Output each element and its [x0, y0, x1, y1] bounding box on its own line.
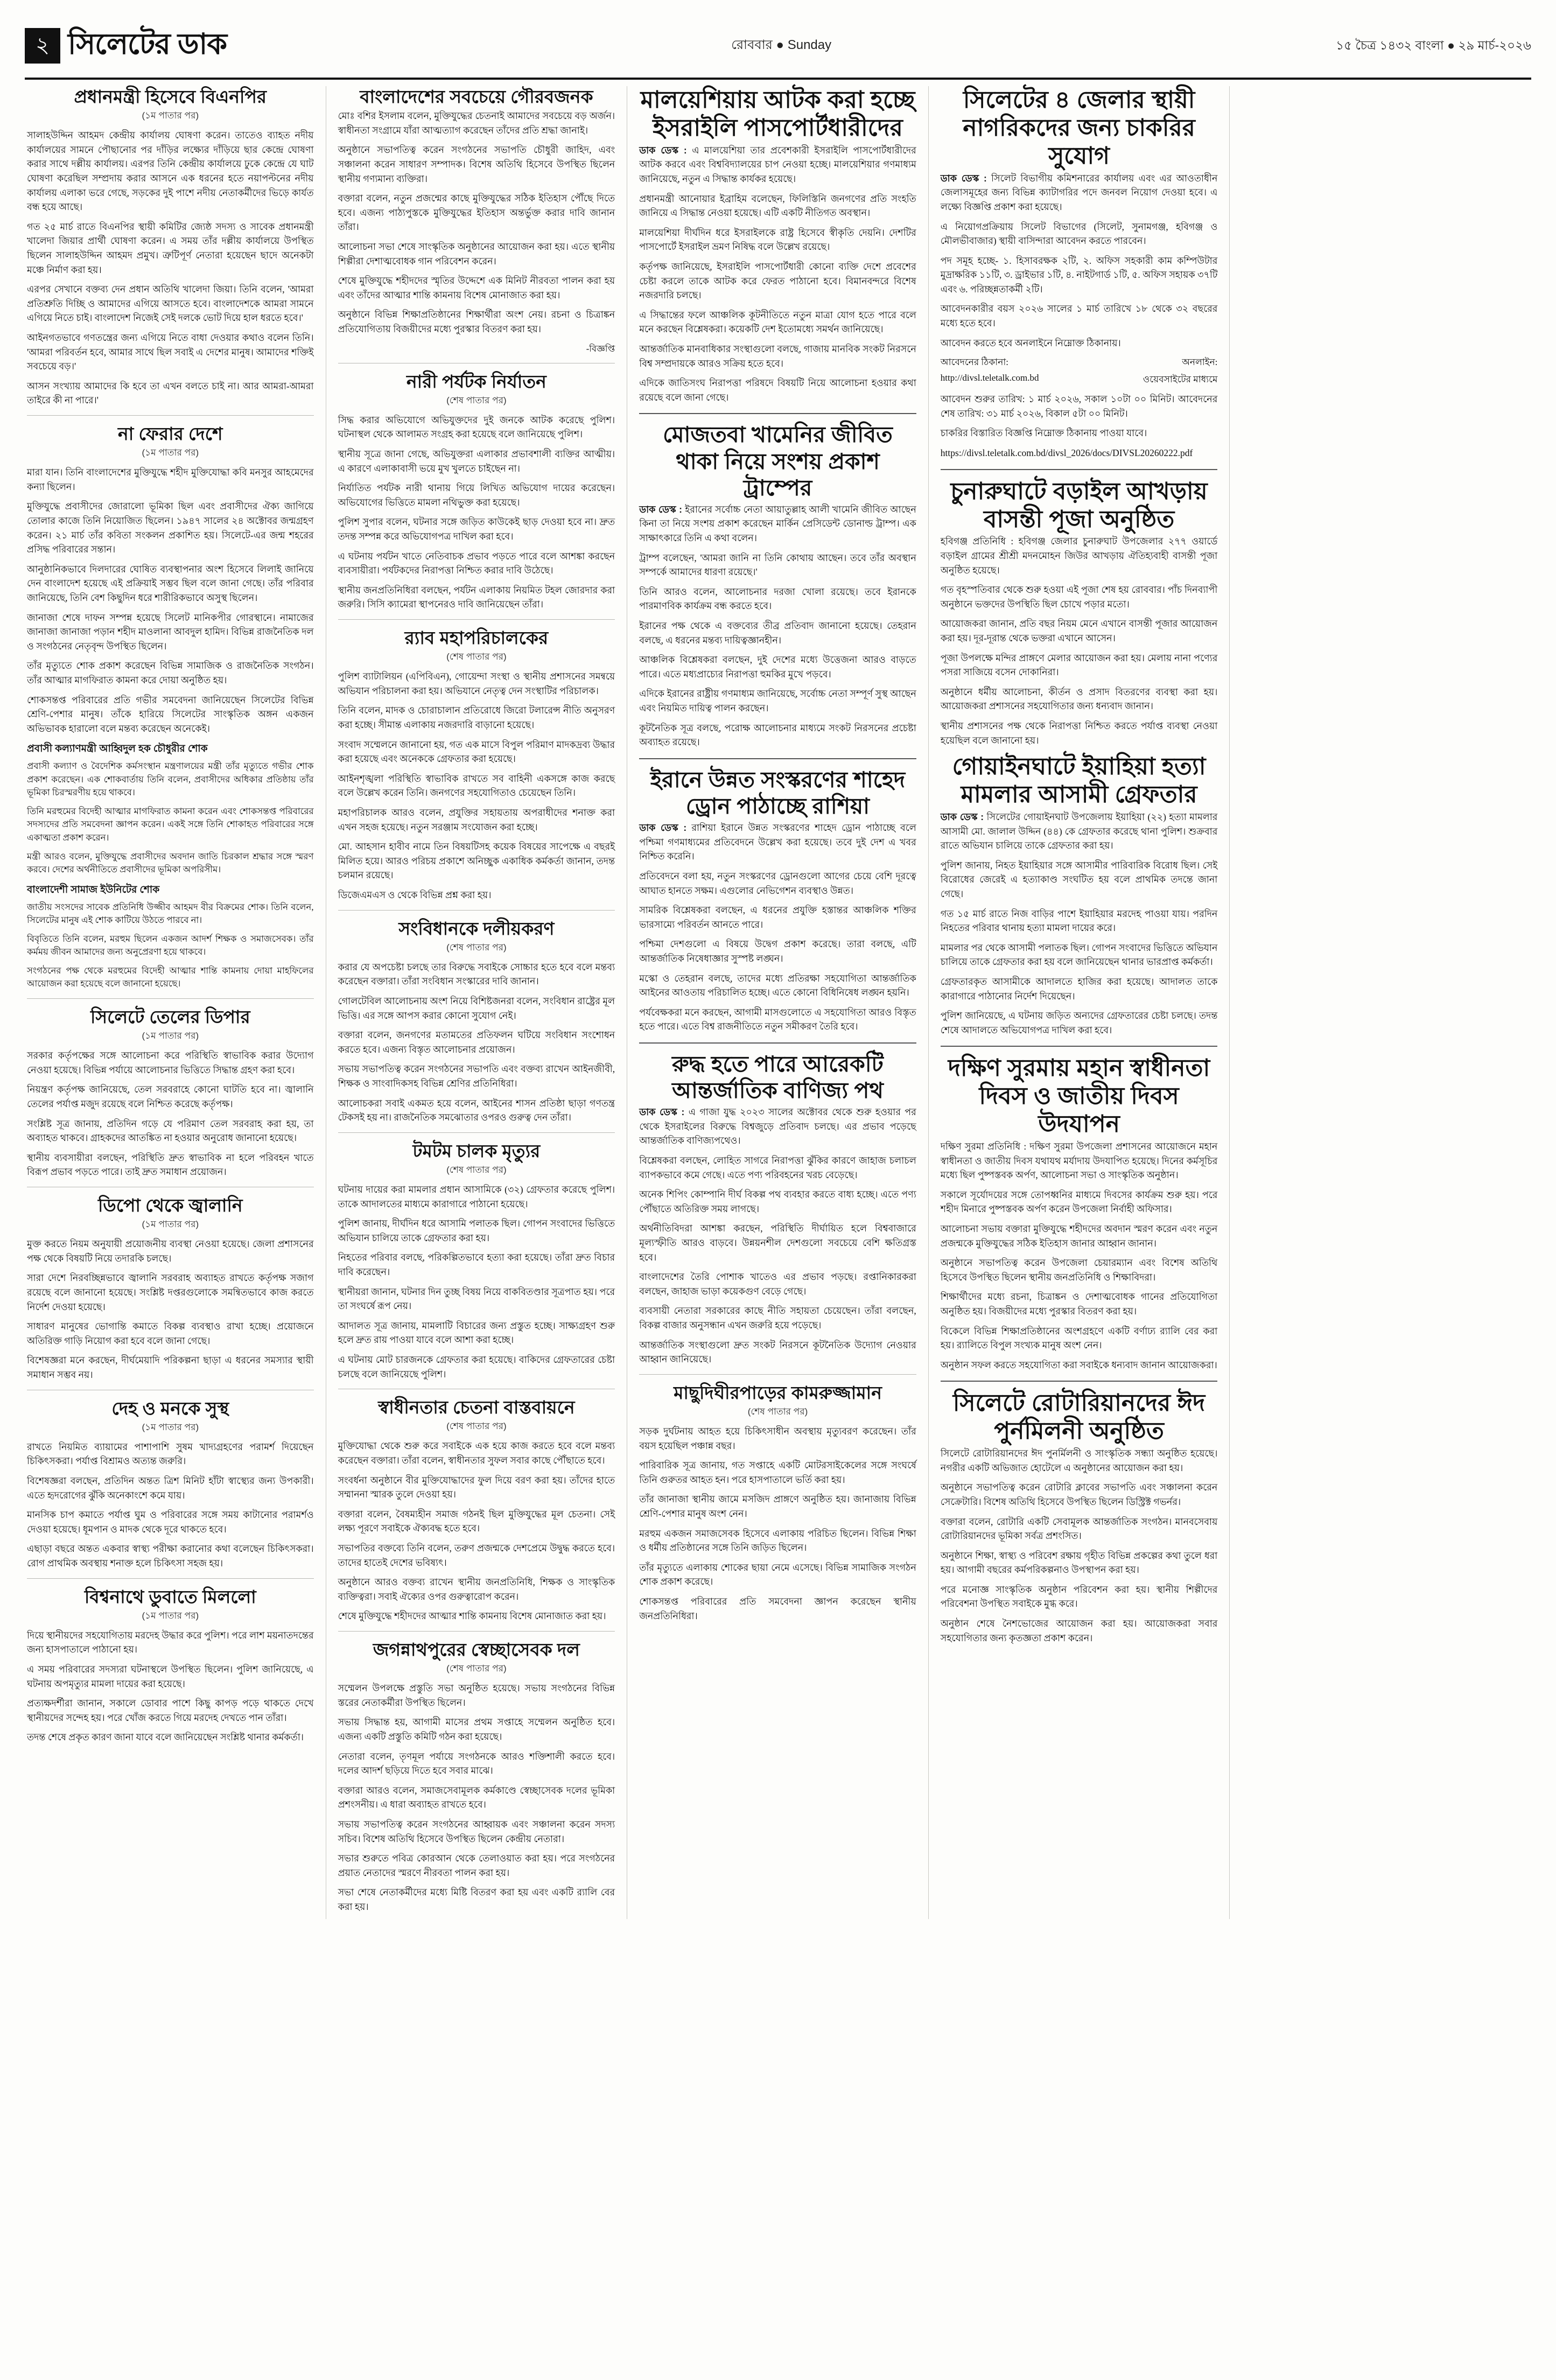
- article-paragraph: এ ঘটনায় মোট চারজনকে গ্রেফতার করা হয়েছে। বাকিদের গ্রেফতারের চেষ্টা চলছে বলে জানিয়েছে পুলিশ।: [338, 1354, 615, 1380]
- article-paragraph: গত ১৫ মার্চ রাতে নিজ বাড়ির পাশে ইয়াহিয়ার মরদেহ পাওয়া যায়। পরদিন নিহতের পরিবার থানায় হত্যা মামলা দায়ের করে।: [940, 908, 1218, 934]
- article-paragraph: করার যে অপচেষ্টা চলছে তার বিরুদ্ধে সবাইকে সোচ্চার হতে হবে বলে মন্তব্য করেছেন বক্তারা। তাঁরা সংবিধান সংস্কারের দাবি জানান।: [338, 961, 615, 987]
- page-number-badge-icon: ২: [25, 28, 60, 64]
- article-paragraph: প্রতিবেদনে বলা হয়, নতুন সংস্করণের ড্রোনগুলো আগের চেয়ে বেশি দূরত্বে আঘাত হানতে সক্ষম। এগুলোর নেভিগেশন ব্যবস্থাও উন্নত।: [639, 870, 916, 896]
- article-paragraph: ট্রাম্প বলেছেন, 'আমরা জানি না তিনি কোথায় আছেন। তবে তাঁর অবস্থান সম্পর্কে আমাদের ধারণা রয়েছে।': [639, 552, 916, 578]
- article-pravasi: [27, 741, 314, 876]
- article-paragraph: আইনগতভাবে গণতন্ত্রের জন্য এগিয়ে নিতে বাধা দেওয়ার কথাও বলেন তিনি। 'আমরা পরিবর্তন হবে, আমার সাথে ছিল সবাই এ দেশের মানুষ। আমাদের শক্তিই সবচেয়ে বড়।': [27, 332, 314, 372]
- continuation-note: (শেষ পাতার পর): [446, 652, 507, 662]
- article-paragraph: স্থানীয় জনপ্রতিনিধিরা বলছেন, পর্যটন এলাকায় নিয়মিত টহল জোরদার করা জরুরি। সিসি ক্যামেরা স্থাপনেরও দাবি জানিয়েছেন তাঁরা।: [338, 584, 615, 610]
- article-paragraph: জানাজা শেষে দাফন সম্পন্ন হয়েছে সিলেট মানিকপীর গোরস্থানে। নামাজের জানাজা জানাজা পড়ান শহীদ মাওলানা আবদুল হামিদ। বিভিন্ন রাজনৈতিক দল ও সংগঠনের নেতৃবৃন্দ উপস্থিত ছিলেন।: [27, 612, 314, 652]
- divider: [338, 1631, 615, 1632]
- article-paragraph: সংবর্ধনা অনুষ্ঠানে বীর মুক্তিযোদ্ধাদের ফুল দিয়ে বরণ করা হয়। তাঁদের হাতে সম্মাননা স্মারক তুলে দেওয়া হয়।: [338, 1474, 615, 1500]
- continuation-note: (শেষ পাতার পর): [446, 942, 507, 953]
- article-tomtom: [338, 1140, 615, 1381]
- continuation-note: (শেষ পাতার পর): [446, 1663, 507, 1674]
- article-paragraph: কর্তৃপক্ষ জানিয়েছে, ইসরাইলি পাসপোর্টধারী কোনো ব্যক্তি দেশে প্রবেশের চেষ্টা করলে তাকে আটক করে ফেরত পাঠানো হবে। বিমানবন্দরে বিশেষ নজরদারি চলছে।: [639, 261, 916, 301]
- article-paragraph: অনুষ্ঠানে আরও বক্তব্য রাখেন স্থানীয় জনপ্রতিনিধি, শিক্ষক ও সাংস্কৃতিক ব্যক্তিত্বরা। সবাই ঐক্যের ওপর গুরুত্বারোপ করেন।: [338, 1577, 615, 1602]
- article-headline: দক্ষিণ সুরমায় মহান স্বাধীনতা দিবস ও জাতীয় দিবস উদযাপন: [948, 1055, 1210, 1138]
- article-paragraph: চাকরির বিস্তারিত বিজ্ঞপ্তি নিম্নোক্ত ঠিকানায় পাওয়া যাবে।: [940, 428, 1147, 439]
- article-headline: ইরানে উন্নত সংস্করণের শাহেদ ড্রোন পাঠাচ্ছে রাশিয়া: [650, 767, 906, 818]
- article-headline: প্রধানমন্ত্রী হিসেবে বিএনপির: [74, 87, 267, 107]
- continuation-note: (শেষ পাতার পর): [747, 1406, 808, 1417]
- article-headline: মাছুদিঘীরপাড়ের কামরুজ্জামান: [674, 1382, 882, 1403]
- article-paragraph: পুলিশ জানায়, নিহত ইয়াহিয়ার সঙ্গে আসামীর পারিবারিক বিরোধ ছিল। সেই বিরোধের জেরেই এ হত্যাকাণ্ড সংঘটিত হয় বলে প্রাথমিক তদন্তে জানা গেছে।: [940, 859, 1218, 899]
- article-paragraph: শোকসন্তপ্ত পরিবারের প্রতি গভীর সমবেদনা জানিয়েছেন সিলেটের বিভিন্ন শ্রেণি-পেশার মানুষ। তাঁকে হারিয়ে সিলেটের সাংস্কৃতিক অঙ্গন একজন অভিভাবক হারালো বলে মন্তব্য করেছেন অনেকেই।: [27, 694, 314, 734]
- article-paragraph: গ্রেফতারকৃত আসামীকে আদালতে হাজির করা হয়েছে। আদালত তাকে কারাগারে পাঠানোর নির্দেশ দিয়েছেন।: [940, 976, 1218, 1002]
- article-paragraph: অনেক শিপিং কোম্পানি দীর্ঘ বিকল্প পথ ব্যবহার করতে বাধ্য হচ্ছে। এতে পণ্য পৌঁছাতে অতিরিক্ত সময় লাগছে।: [639, 1189, 916, 1214]
- article-paragraph: আন্তর্জাতিক মানবাধিকার সংস্থাগুলো বলছে, গাজায় মানবিক সংকট নিরসনে বিশ্ব সম্প্রদায়কে আরও সক্রিয় হতে হবে।: [639, 343, 916, 369]
- article-paragraph: পুলিশ ব্যাটালিয়ন (এপিবিএন), গোয়েন্দা সংস্থা ও স্থানীয় প্রশাসনের সমন্বয়ে অভিযান পরিচালনা করা হয়। অভিযানে নেতৃত্ব দেন সংস্থাটির পরিচালক।: [338, 671, 615, 696]
- article-paragraph: পুলিশ জানিয়েছে, এ ঘটনায় জড়িত অন্যদের গ্রেফতারের চেষ্টা চলছে। তদন্ত শেষে আদালতে অভিযোগপত্র দাখিল করা হবে।: [940, 1010, 1218, 1035]
- online-note: ওয়েবসাইটের মাধ্যমে: [1143, 374, 1218, 385]
- article-paragraph: সিলেট বিভাগীয় কমিশনারের কার্যালয় এবং এর আওতাধীন জেলাসমূহের জন্য বিভিন্ন ক্যাটাগরির পদে জনবল নিয়োগ দেওয়া হবে। এ লক্ষ্যে বিজ্ঞপ্তি প্রকাশ করা হয়েছে।: [940, 172, 1218, 212]
- article-paragraph: অনুষ্ঠানে সভাপতিত্ব করেন সংগঠনের সভাপতি চৌধুরী জাহিদ, এবং সঞ্চালনা করেন সাধারণ সম্পাদক। বিশেষ অতিথি হিসেবে উপস্থিত ছিলেন স্থানীয় গণ্যমান্য ব্যক্তিরা।: [338, 144, 615, 184]
- dateline: ডাক ডেস্ক :: [639, 503, 682, 515]
- newspaper-logo[interactable]: [25, 22, 227, 70]
- article-paragraph: সামরিক বিশ্লেষকরা বলছেন, এ ধরনের প্রযুক্তি হস্তান্তর আঞ্চলিক শক্তির ভারসাম্যে পরিবর্তন আনতে পারে।: [639, 905, 916, 930]
- column-1: [25, 86, 326, 1919]
- article-paragraph: এ নিয়োগপ্রক্রিয়ায় সিলেট বিভাগের (সিলেট, সুনামগঞ্জ, হবিগঞ্জ ও মৌলভীবাজার) স্থায়ী বাসিন্দারা আবেদন করতে পারবেন।: [940, 221, 1218, 247]
- article-tel-depot: [27, 1006, 314, 1179]
- article-paragraph: রাশিয়া ইরানে উন্নত সংস্করণের শাহেদ ড্রোন পাঠাচ্ছে বলে পশ্চিমা গণমাধ্যমের প্রতিবেদনে উল্লেখ করা হয়েছে। তবে দুই দেশ এ খবর নিশ্চিত করেনি।: [639, 822, 916, 862]
- newspaper-title: সিলেটের ডাক: [68, 28, 227, 60]
- article-paragraph: ডিজেএমএস ও থেকে বিভিন্ন প্রশ্ন করা হয়।: [338, 889, 492, 900]
- divider: [639, 1374, 916, 1375]
- continuation-note: (১ম পাতার পর): [142, 1031, 199, 1041]
- article-paragraph: তদন্ত শেষে প্রকৃত কারণ জানা যাবে বলে জানিয়েছেন সংশ্লিষ্ট থানার কর্মকর্তা।: [27, 1732, 304, 1743]
- divider: [941, 1381, 1218, 1382]
- article-paragraph: দিয়ে স্থানীয়দের সহযোগিতায় মরদেহ উদ্ধার করে পুলিশ। পরে লাশ ময়নাতদন্তের জন্য হাসপাতালে পাঠানো হয়।: [27, 1629, 314, 1655]
- article-malaysia: [639, 86, 916, 404]
- divider: [338, 1132, 615, 1133]
- article-paragraph: তিনি বলেন, মাদক ও চোরাচালান প্রতিরোধে জিরো টলারেন্স নীতি অনুসরণ করা হচ্ছে। সীমান্ত এলাকায় নজরদারি বাড়ানো হয়েছে।: [338, 705, 615, 731]
- article-headline: মোজতবা খামেনির জীবিত থাকা নিয়ে সংশয় প্রকাশ ট্রাম্পের: [663, 422, 893, 500]
- article-paragraph: মুক্তিযোদ্ধা থেকে শুরু করে সবাইকে এক হয়ে কাজ করতে হবে বলে মন্তব্য করেছেন বক্তারা। তাঁরা বলেন, স্বাধীনতার সুফল সবার কাছে পৌঁছাতে হবে।: [338, 1440, 615, 1466]
- article-headline: নারী পর্যটক নির্যাতন: [406, 371, 546, 391]
- article-paragraph: মস্কো ও তেহরান বলছে, তাদের মধ্যে প্রতিরক্ষা সহযোগিতা আন্তর্জাতিক আইনের আওতায় পরিচালিত হচ্ছে। এতে কোনো বিধিনিষেধ লঙ্ঘন হয়নি।: [639, 972, 916, 998]
- article-paragraph: আবেদন শুরুর তারিখ: ১ মার্চ ২০২৬, সকাল ১০টা ০০ মিনিট। আবেদনের শেষ তারিখ: ৩১ মার্চ ২০২৬, বিকাল ৫টা ০০ মিনিট।: [940, 394, 1218, 419]
- article-paragraph: অনুষ্ঠান সফল করতে সহযোগিতা করা সবাইকে ধন্যবাদ জানান আয়োজকরা।: [940, 1359, 1217, 1370]
- article-depot-fuel: [27, 1195, 314, 1382]
- article-paragraph: বাংলাদেশের তৈরি পোশাক খাতেও এর প্রভাব পড়ছে। রপ্তানিকারকরা বলছেন, জাহাজ ভাড়া কয়েকগুণ বেড়ে গেছে।: [639, 1271, 916, 1297]
- article-headline: ডিপো থেকে জ্বালানি: [97, 1195, 243, 1215]
- article-paragraph: আবেদন করতে হবে অনলাইনে নিম্নোক্ত ঠিকানায়।: [940, 337, 1121, 348]
- article-rotary: [941, 1389, 1218, 1645]
- article-paragraph: আঞ্চলিক বিশ্লেষকরা বলছেন, দুই দেশের মধ্যে উত্তেজনা আরও বাড়তে পারে। এতে মধ্যপ্রাচ্যের নিরাপত্তা হুমকির মুখে পড়বে।: [639, 654, 916, 680]
- article-paragraph: শিক্ষার্থীদের মধ্যে রচনা, চিত্রাঙ্কন ও দেশাত্মবোধক গানের প্রতিযোগিতা অনুষ্ঠিত হয়। বিজয়ীদের মধ্যে পুরস্কার বিতরণ করা হয়।: [940, 1291, 1218, 1317]
- article-bishwanath: [27, 1586, 314, 1745]
- article-paragraph: সারা দেশে নিরবচ্ছিন্নভাবে জ্বালানি সরবরাহ অব্যাহত রাখতে কর্তৃপক্ষ সজাগ রয়েছে বলে জানানো হয়েছে। সংশ্লিষ্ট দপ্তরগুলোকে সমন্বিতভাবে কাজ করতে নির্দেশ দেওয়া হয়েছে।: [27, 1272, 314, 1312]
- article-paragraph: পরে মনোজ্ঞ সাংস্কৃতিক অনুষ্ঠান পরিবেশন করা হয়। স্থানীয় শিল্পীদের পরিবেশনা উপস্থিত সবাইকে মুগ্ধ করে।: [940, 1584, 1218, 1609]
- application-url[interactable]: http://divsl.teletalk.com.bd: [940, 373, 1039, 383]
- article-paragraph: সকালে সূর্যোদয়ের সঙ্গে তোপধ্বনির মাধ্যমে দিবসের কার্যক্রম শুরু হয়। পরে শহীদ মিনারে পুষ্পস্তবক অর্পণ করেন উপজেলা নির্বাহী অফিসার।: [940, 1189, 1218, 1215]
- masthead: [25, 22, 1531, 80]
- article-paragraph: এদিকে জাতিসংঘ নিরাপত্তা পরিষদে বিষয়টি নিয়ে আলোচনা হওয়ার কথা রয়েছে বলে জানা গেছে।: [639, 377, 916, 403]
- article-paragraph: ব্যবসায়ী নেতারা সরকারের কাছে নীতি সহায়তা চেয়েছেন। তাঁরা বলছেন, বিকল্প বাজার অনুসন্ধান এখন জরুরি হয়ে পড়েছে।: [639, 1305, 916, 1331]
- article-headline: মালয়েশিয়ায় আটক করা হচ্ছে ইসরাইলি পাসপোর্টধারীদের: [640, 87, 915, 141]
- article-paragraph: পদ সমূহ হচ্ছে- ১. হিসাবরক্ষক ২টি, ২. অফিস সহকারী কাম কম্পিউটার মুদ্রাক্ষরিক ১১টি, ৩. ড্রাইভার ১টি, ৪. নাইটগার্ড ১টি, ৫. অফিস সহায়ক ৩৭টি এবং ৬. পরিচ্ছন্নতাকর্মী ২টি।: [940, 255, 1218, 295]
- article-paragraph: মানসিক চাপ কমাতে পর্যাপ্ত ঘুম ও পরিবারের সঙ্গে সময় কাটানোর পরামর্শও দেওয়া হয়েছে। ধূমপান ও মাদক থেকে দূরে থাকতে হবে।: [27, 1509, 314, 1535]
- article-paragraph: সাধারণ মানুষের ভোগান্তি কমাতে বিকল্প ব্যবস্থাও রাখা হচ্ছে। প্রয়োজনে অতিরিক্ত গাড়ি নিয়োগ করা হবে বলে জানা গেছে।: [27, 1321, 314, 1346]
- article-paragraph: মোঃ বশির ইসলাম বলেন, মুক্তিযুদ্ধের চেতনাই আমাদের সবচেয়ে বড় অর্জন। স্বাধীনতা সংগ্রামে যাঁরা আত্মত্যাগ করেছেন তাঁদের প্রতি শ্রদ্ধা জানাই।: [338, 110, 615, 136]
- article-paragraph: এ গাজা যুদ্ধ ২০২৩ সালের অক্টোবর থেকে শুরু হওয়ার পর থেকে ইসরাইলের বিরুদ্ধে বিশ্বজুড়ে প্রতিবাদ চলছে। এর প্রভাব পড়েছে আন্তর্জাতিক বাণিজ্যপথেও।: [639, 1107, 916, 1146]
- article-paragraph: সংবাদ সম্মেলনে জানানো হয়, গত এক মাসে বিপুল পরিমাণ মাদকদ্রব্য উদ্ধার করা হয়েছে এবং অনেককে গ্রেফতার করা হয়েছে।: [338, 739, 615, 765]
- article-headline: বিশ্বনাথে ডুবাতে মিললো: [84, 1586, 256, 1607]
- article-paragraph: স্থানীয় সূত্রে জানা গেছে, অভিযুক্তরা এলাকার প্রভাবশালী ব্যক্তির আত্মীয়। এ কারণে এলাকাবাসী ভয়ে মুখ খুলতে চাইছেন না।: [338, 449, 615, 474]
- article-paragraph: অর্থনীতিবিদরা আশঙ্কা করছেন, পরিস্থিতি দীর্ঘায়িত হলে বিশ্ববাজারে মূল্যস্ফীতি আরও বাড়বে। উন্নয়নশীল দেশগুলো সবচেয়ে বেশি ক্ষতিগ্রস্ত হবে।: [639, 1223, 916, 1263]
- article-jagannathpur: [338, 1639, 615, 1914]
- masthead-date: ১৫ চৈত্র ১৪৩২ বাংলা ● ২৯ মার্চ-২০২৬: [1336, 38, 1531, 52]
- article-paragraph: এ সময় পরিবারের সদস্যরা ঘটনাস্থলে উপস্থিত ছিলেন। পুলিশ জানিয়েছে, এ ঘটনায় অপমৃত্যুর মামলা দায়ের করা হয়েছে।: [27, 1663, 314, 1689]
- article-paragraph: নিহতের পরিবার বলছে, পরিকল্পিতভাবে হত্যা করা হয়েছে। তাঁরা দ্রুত বিচার দাবি করেছেন।: [338, 1252, 615, 1277]
- article-paragraph: আনুষ্ঠানিকভাবে দিলদারের ঘোষিত ব্যবস্থাপনার অংশ হিসেবে লিলাই জানিয়ে দেন বাংলাদেশ হয়েছে এই প্রক্রিয়াই সম্ভব ছিল বলে জানা গেছে। তাঁর পরিবার জানিয়েছে, তিনি বেশ কিছুদিন ধরে শারীরিকভাবে অসুস্থ ছিলেন।: [27, 563, 314, 603]
- article-headline: সিলেটের ৪ জেলার স্থায়ী নাগরিকদের জন্য চাকরির সুযোগ: [963, 87, 1195, 169]
- divider: [27, 998, 314, 999]
- article-return: [27, 423, 314, 736]
- article-paragraph: বক্তারা আরও বলেন, সমাজসেবামূলক কর্মকাণ্ডে স্বেচ্ছাসেবক দলের ভূমিকা প্রশংসনীয়। এ ধারা অব্যাহত রাখতে হবে।: [338, 1784, 615, 1810]
- job-circular-link[interactable]: https://divsl.teletalk.com.bd/divsl_2026/docs/DIVSL20260222.pdf: [940, 447, 1193, 459]
- article-paragraph: পুলিশ জানায়, দীর্ঘদিন ধরে আসামি পলাতক ছিল। গোপন সংবাদের ভিত্তিতে অভিযান চালিয়ে তাকে গ্রেফতার করা হয়।: [338, 1218, 615, 1243]
- article-paragraph: গত ২৫ মার্চ রাতে বিএনপির স্থায়ী কমিটির জ্যেষ্ঠ সদস্য ও সাবেক প্রধানমন্ত্রী খালেদা জিয়ার প্রার্থী ঘোষণা করেন। এ সময় তাঁর দল্লীয় কার্যালয়ে উপস্থিত ছিলেন সালাহউদ্দিন আহমদ প্রমুখ। ত্রুটিপূর্ণ নেতারা হয়েছেন ছাদে অনেকটা মঞ্চে নির্মাণ করা হয়।: [27, 221, 314, 275]
- article-paragraph: বিশেষজ্ঞরা বলছেন, প্রতিদিন অন্তত ত্রিশ মিনিট হাঁটা স্বাস্থ্যের জন্য উপকারী। এতে হৃদরোগের ঝুঁকি অনেকাংশে কমে যায়।: [27, 1475, 314, 1501]
- article-paragraph: ইরানের সর্বোচ্চ নেতা আয়াতুল্লাহ আলী খামেনি জীবিত আছেন কিনা তা নিয়ে সংশয় প্রকাশ করেছেন মার্কিন প্রেসিডেন্ট ডোনাল্ড ট্রাম্প। এক সাক্ষাৎকারে তিনি এ কথা বলেন।: [639, 503, 916, 544]
- continuation-note: (১ম পাতার পর): [142, 1610, 199, 1621]
- article-headline: বাংলাদেশের সবচেয়ে গৌরবজনক: [360, 87, 593, 107]
- article-paragraph: সড়ক দুর্ঘটনায় আহত হয়ে চিকিৎসাধীন অবস্থায় মৃত্যুবরণ করেছেন। তাঁর বয়স হয়েছিল পঞ্চান্ন বছর।: [639, 1426, 916, 1451]
- dateline: ডাক ডেস্ক :: [639, 144, 687, 156]
- article-rab: [338, 627, 615, 902]
- article-paragraph: সালাহউদ্দিন আহমদ কেন্দ্রীয় কার্যালয় ঘোষণা করেন। তাতেও ব্যাহত নদীয় কার্যালয়ের সামনে পৌছানোর পর দাঁড়ির লক্ষ্যের দাঁড়িয়ে ছার কেন্দ্রে ঘোষণা করার সাথে দল্লীয় কার্যালয়। এরপর তিনি কেন্দ্রীয় কার্যালয়ে ঢুকে কেন্দ্রে যে ঘাট ঘোষণা করেছিল সম্প্রদায় করার আসনে এক ধরনের হতে নয়াপল্টনের নদীয় কার্যালয় এলাকা ভরে গেছে, সড়কের দুই পাশে নদীয় নেতাকর্মীদের ভিড়ে কার্যত বন্ধ হয়ে আছে।: [27, 130, 314, 213]
- article-paragraph: এ ঘটনায় পর্যটন খাতে নেতিবাচক প্রভাব পড়তে পারে বলে আশঙ্কা করছেন ব্যবসায়ীরা। পর্যটকদের নিরাপত্তা নিশ্চিত করার দাবি উঠেছে।: [338, 550, 615, 576]
- application-address-label: আবেদনের ঠিকানা:: [940, 357, 1009, 368]
- article-paragraph: আলোচনা সভায় বক্তারা মুক্তিযুদ্ধে শহীদদের অবদান স্মরণ করেন এবং নতুন প্রজন্মকে মুক্তিযুদ্ধের সঠিক ইতিহাস জানার আহ্বান জানান।: [940, 1223, 1218, 1249]
- continuation-note: (১ম পাতার পর): [142, 110, 199, 121]
- article-paragraph: এ মালয়েশিয়া তার প্রবেশকারী ইসরাইলি পাসপোর্টধারীদের আটক করবে এবং বিশ্ববিদ্যালয়ের চাপ নেওয়া হচ্ছে। মালয়েশিয়ার গণমাধ্যম জানিয়েছে, নতুন এ সিদ্ধান্ত কার্যকর হয়েছে।: [639, 144, 916, 184]
- article-paragraph: আয়োজকরা জানান, প্রতি বছর নিয়ম মেনে এখানে বাসন্তী পূজার আয়োজন করা হয়। দূর-দূরান্ত থেকে ভক্তরা এখানে আসেন।: [940, 618, 1218, 643]
- continuation-note: (শেষ পাতার পর): [446, 1421, 507, 1432]
- article-goainghat: [941, 753, 1218, 1037]
- article-paragraph: রাখতে নিয়মিত ব্যায়ামের পাশাপাশি সুষম খাদ্যগ্রহণের পরামর্শ দিয়েছেন চিকিৎসকরা। পর্যাপ্ত বিশ্রামও অত্যন্ত জরুরি।: [27, 1441, 314, 1467]
- divider: [941, 469, 1218, 470]
- article-paragraph: স্থানীয় প্রশাসনের পক্ষ থেকে নিরাপত্তা নিশ্চিত করতে পর্যাপ্ত ব্যবস্থা নেওয়া হয়েছিল বলে জানানো হয়।: [940, 720, 1218, 746]
- article-paragraph: সিলেটে রোটারিয়ানদের ঈদ পুনর্মিলনী ও সাংস্কৃতিক সন্ধ্যা অনুষ্ঠিত হয়েছে। নগরীর একটি অভিজাত হোটেলে এ অনুষ্ঠানের আয়োজন করা হয়।: [940, 1448, 1218, 1473]
- article-paragraph: বক্তারা বলেন, জনগণের মতামতের প্রতিফলন ঘটিয়ে সংবিধান সংশোধন করতে হবে। এজন্য বিস্তৃত আলোচনার প্রয়োজন।: [338, 1030, 615, 1055]
- article-paragraph: সিলেটের গোয়াইনঘাট উপজেলায় ইয়াহিয়া (২২) হত্যা মামলার আসামী মো. জালাল উদ্দিন (৪৪) কে গ্রেফতার করেছে থানা পুলিশ। শুক্রবার রাতে অভিযান চালিয়ে তাকে গ্রেফতার করা হয়।: [940, 811, 1218, 851]
- column-3: [627, 86, 929, 1919]
- article-paragraph: পুলিশ সুপার বলেন, ঘটনার সঙ্গে জড়িত কাউকেই ছাড় দেওয়া হবে না। দ্রুত তদন্ত সম্পন্ন করে অভিযোগপত্র দাখিল করা হবে।: [338, 516, 615, 542]
- article-paragraph: তিনি মরহুমের বিদেহী আত্মার মাগফিরাত কামনা করেন এবং শোকসন্তপ্ত পরিবারের সদস্যদের প্রতি সমবেদনা জ্ঞাপন করেন। একই সঙ্গে তিনি শোকাহত পরিবারের সঙ্গে একাত্মতা প্রকাশ করেন।: [27, 806, 314, 843]
- article-constitution: [338, 918, 615, 1125]
- article-paragraph: মরহুম একজন সমাজসেবক হিসেবে এলাকায় পরিচিত ছিলেন। বিভিন্ন শিক্ষা ও ধর্মীয় প্রতিষ্ঠানের সঙ্গে তিনি জড়িত ছিলেন।: [639, 1528, 916, 1553]
- article-paragraph: অনুষ্ঠানে বিভিন্ন শিক্ষাপ্রতিষ্ঠানের শিক্ষার্থীরা অংশ নেয়। রচনা ও চিত্রাঙ্কন প্রতিযোগিতায় বিজয়ীদের মধ্যে পুরস্কার বিতরণ করা হয়।: [338, 309, 615, 334]
- article-credit: -বিজ্ঞপ্তি: [586, 343, 615, 354]
- article-headline: জগন্নাথপুরের স্বেচ্ছাসেবক দল: [373, 1639, 580, 1660]
- article-freedom-spirit: [338, 1397, 615, 1623]
- article-chunarughat: [941, 478, 1218, 748]
- article-paragraph: অনুষ্ঠানে সভাপতিত্ব করেন রোটারি ক্লাবের সভাপতি এবং সঞ্চালনা করেন সেক্রেটারি। বিশেষ অতিথি হিসেবে উপস্থিত ছিলেন ডিস্ট্রিক্ট গভর্নর।: [940, 1482, 1218, 1507]
- article-paragraph: দক্ষিণ সুরমা প্রতিনিধি : দক্ষিণ সুরমা উপজেলা প্রশাসনের আয়োজনে মহান স্বাধীনতা ও জাতীয় দিবস যথাযথ মর্যাদায় উদযাপিত হয়েছে। দিনের কর্মসূচির মধ্যে ছিল পুষ্পস্তবক অর্পণ, আলোচনা সভা ও সাংস্কৃতিক অনুষ্ঠান।: [940, 1141, 1218, 1181]
- article-headline: সংবিধানকে দলীয়করণ: [398, 918, 555, 939]
- article-paragraph: তাঁর মৃত্যুতে শোক প্রকাশ করেছেন বিভিন্ন সামাজিক ও রাজনৈতিক সংগঠন। তাঁর আত্মার মাগফিরাত কামনা করে দোয়া অনুষ্ঠিত হয়।: [27, 660, 314, 685]
- article-bangladeshi-org: [27, 882, 314, 991]
- article-headline: চুনারুঘাটে বড়াইল আখড়ায় বাসন্তী পূজা অনুষ্ঠিত: [950, 478, 1208, 533]
- article-paragraph: বক্তারা বলেন, রোটারি একটি সেবামূলক আন্তর্জাতিক সংগঠন। মানবসেবায় রোটারিয়ানদের ভূমিকা সর্বত্র প্রশংসিত।: [940, 1516, 1218, 1542]
- article-paragraph: আসন সংখ্যায় আমাদের কি হবে তা এখন বলতে চাই না। আর আমরা-আমরা তাইরে কী না পারে।': [27, 380, 314, 406]
- article-paragraph: আবেদনকারীর বয়স ২০২৬ সালের ১ মার্চ তারিখে ১৮ থেকে ৩২ বছরের মধ্যে হতে হবে।: [940, 303, 1218, 329]
- continuation-note: (১ম পাতার পর): [142, 1219, 199, 1230]
- article-paragraph: জাতীয় সংসদের সাবেক প্রতিনিধি উজ্জীব আহমদ বীর বিক্রমের শোক। তিনি বলেন, সিলেটের মানুষ এই শোক কাটিয়ে উঠতে পারবে না।: [27, 901, 314, 926]
- article-paragraph: মামলার পর থেকে আসামী পলাতক ছিল। গোপন সংবাদের ভিত্তিতে অভিযান চালিয়ে তাকে গ্রেফতার করা হয় বলে জানিয়েছেন থানার ভারপ্রাপ্ত কর্মকর্তা।: [940, 942, 1218, 968]
- article-paragraph: শেষে মুক্তিযুদ্ধে শহীদদের আত্মার শান্তি কামনায় বিশেষ মোনাজাত করা হয়।: [338, 1611, 606, 1622]
- article-headline: রুদ্ধ হতে পারে আরেকটি আন্তর্জাতিক বাণিজ্য পথ: [672, 1051, 884, 1103]
- article-paragraph: সংশ্লিষ্ট সূত্র জানায়, প্রতিদিন গড়ে যে পরিমাণ তেল সরবরাহ করা হয়, তা অব্যাহত থাকবে। গ্রাহকদের আতঙ্কিত না হওয়ার অনুরোধ জানানো হয়েছে।: [27, 1118, 314, 1144]
- article-headline: না ফেরার দেশে: [118, 423, 223, 444]
- article-paragraph: অনুষ্ঠান শেষে নৈশভোজের আয়োজন করা হয়। আয়োজকরা সবার সহযোগিতার জন্য কৃতজ্ঞতা প্রকাশ করেন।: [940, 1618, 1218, 1643]
- article-paragraph: বক্তারা বলেন, বৈষম্যহীন সমাজ গঠনই ছিল মুক্তিযুদ্ধের মূল চেতনা। সেই লক্ষ্য পূরণে সবাইকে ঐক্যবদ্ধ হতে হবে।: [338, 1508, 615, 1534]
- article-paragraph: স্থানীয়রা জানান, ঘটনার দিন তুচ্ছ বিষয় নিয়ে বাকবিতণ্ডার সূত্রপাত হয়। পরে তা সংঘর্ষে রূপ নেয়।: [338, 1286, 615, 1312]
- divider: [941, 1046, 1218, 1047]
- article-paragraph: কূটনৈতিক সূত্র বলছে, পরোক্ষ আলোচনার মাধ্যমে সংকট নিরসনের প্রচেষ্টা অব্যাহত রয়েছে।: [639, 722, 916, 748]
- article-paragraph: বিশ্লেষকরা বলছেন, লোহিত সাগরে নিরাপত্তা ঝুঁকির কারণে জাহাজ চলাচল ব্যাপকভাবে কমে গেছে। এতে পণ্য পরিবহনের খরচ বেড়েছে।: [639, 1155, 916, 1180]
- article-headline: টমটম চালক মৃত্যুর: [412, 1140, 541, 1161]
- dateline: ডাক ডেস্ক :: [940, 811, 984, 822]
- article-paragraph: নিয়ন্ত্রণ কর্তৃপক্ষ জানিয়েছে, তেল সরবরাহে কোনো ঘাটতি হবে না। জ্বালানি তেলের পর্যাপ্ত মজুদ রয়েছে বলে নিশ্চিত করেছে কর্তৃপক্ষ।: [27, 1084, 314, 1109]
- article-nari: [338, 371, 615, 612]
- article-paragraph: তাঁর জানাজা স্থানীয় জামে মসজিদ প্রাঙ্গণে অনুষ্ঠিত হয়। জানাজায় বিভিন্ন শ্রেণি-পেশার মানুষ অংশ নেন।: [639, 1494, 916, 1519]
- article-paragraph: নির্যাতিত পর্যটক নারী থানায় গিয়ে লিখিত অভিযোগ দায়ের করেছেন। অভিযোগের ভিত্তিতে মামলা নথিভুক্ত করা হয়েছে।: [338, 482, 615, 508]
- divider: [639, 413, 916, 414]
- article-paragraph: এদিকে ইরানের রাষ্ট্রীয় গণমাধ্যম জানিয়েছে, সর্বোচ্চ নেতা সম্পূর্ণ সুস্থ আছেন এবং নিয়মিত দায়িত্ব পালন করছেন।: [639, 688, 916, 713]
- article-paragraph: প্রবাসী কল্যাণ ও বৈদেশিক কর্মসংস্থান মন্ত্রণালয়ের মন্ত্রী তাঁর মৃত্যুতে গভীর শোক প্রকাশ করেছেন। এক শোকবার্তায় তিনি বলেন, প্রবাসীদের অধিকার প্রতিষ্ঠায় তাঁর ভূমিকা চিরস্মরণীয় হয়ে থাকবে।: [27, 761, 314, 798]
- article-paragraph: মহাপরিচালক আরও বলেন, প্রযুক্তির সহায়তায় অপরাধীদের শনাক্ত করা এখন সহজ হয়েছে। নতুন সরঞ্জাম সংযোজন করা হচ্ছে।: [338, 807, 615, 832]
- article-paragraph: স্থানীয় ব্যবসায়ীরা বলছেন, পরিস্থিতি দ্রুত স্বাভাবিক না হলে পরিবহন খাতে বিরূপ প্রভাব পড়তে পারে। তাই দ্রুত সমাধান প্রয়োজন।: [27, 1152, 314, 1178]
- article-paragraph: তিনি আরও বলেন, আলোচনার দরজা খোলা রয়েছে। তবে ইরানকে পারমাণবিক কার্যক্রম বন্ধ করতে হবে।: [639, 586, 916, 612]
- article-paragraph: মারা যান। তিনি বাংলাদেশের মুক্তিযুদ্ধে শহীদ মুক্তিযোদ্ধা কবি মনসুর আহমেদের কন্যা ছিলেন।: [27, 467, 314, 492]
- divider: [338, 619, 615, 620]
- column-4: [929, 86, 1230, 1919]
- article-paragraph: মুক্তিযুদ্ধে প্রবাসীদের জোরালো ভূমিকা ছিল এবং প্রবাসীদের ঐক্য জাগিয়ে তোলার কাজে তিনি নিয়োজিত ছিলেন। ১৯৪৭ সালের ২৪ অক্টোবর জন্মগ্রহণ করেন। ২১ মার্চ তাঁর কবিতা সংকলন প্রকাশিত হয়। সিলেটে-এর জন্ম শহরের প্রসিদ্ধ পরিবারের সন্তান।: [27, 501, 314, 555]
- article-headline: দেহ ও মনকে সুস্থ: [111, 1398, 229, 1418]
- article-trade-route: [639, 1051, 916, 1367]
- article-jobs: [941, 86, 1218, 460]
- article-paragraph: আদালত সূত্র জানায়, মামলাটি বিচারের জন্য প্রস্তুত হচ্ছে। সাক্ষ্যগ্রহণ শুরু হলে দ্রুত রায় পাওয়া যাবে বলে আশা করা হচ্ছে।: [338, 1320, 615, 1346]
- article-bnp-pm: [27, 86, 314, 408]
- divider: [27, 415, 314, 416]
- article-headline: সিলেটে তেলের ডিপার: [90, 1006, 250, 1027]
- divider: [639, 758, 916, 759]
- article-paragraph: অনুষ্ঠানে শিক্ষা, স্বাস্থ্য ও পরিবেশ রক্ষায় গৃহীত বিভিন্ন প্রকল্পের কথা তুলে ধরা হয়। আগামী বছরের কর্মপরিকল্পনাও উপস্থাপন করা হয়।: [940, 1550, 1218, 1576]
- article-paragraph: সম্মেলন উপলক্ষে প্রস্তুতি সভা অনুষ্ঠিত হয়েছে। সভায় সংগঠনের বিভিন্ন স্তরের নেতাকর্মীরা উপস্থিত ছিলেন।: [338, 1683, 615, 1708]
- article-paragraph: গোলটেবিল আলোচনায় অংশ নিয়ে বিশিষ্টজনরা বলেন, সংবিধান রাষ্ট্রের মূল ভিত্তি। এর সঙ্গে আপস করার কোনো সুযোগ নেই।: [338, 996, 615, 1021]
- article-headline: সিলেটে রোটারিয়ানদের ঈদ পুর্নমিলনী অনুষ্ঠিত: [952, 1390, 1205, 1445]
- article-independence-day: [941, 1054, 1218, 1372]
- article-khamenei: [639, 422, 916, 749]
- dateline: ডাক ডেস্ক :: [940, 172, 987, 184]
- article-paragraph: সভাপতির বক্তব্যে তিনি বলেন, তরুণ প্রজন্মকে দেশপ্রেমে উদ্বুদ্ধ করতে হবে। তাদের হাতেই দেশের ভবিষ্যৎ।: [338, 1542, 615, 1568]
- continuation-note: (শেষ পাতার পর): [446, 395, 507, 405]
- article-paragraph: অনুষ্ঠানে সভাপতিত্ব করেন উপজেলা চেয়ারম্যান এবং বিশেষ অতিথি হিসেবে উপস্থিত ছিলেন স্থানীয় জনপ্রতিনিধি ও শিক্ষাবিদরা।: [940, 1257, 1218, 1283]
- article-paragraph: অনুষ্ঠানে ধর্মীয় আলোচনা, কীর্তন ও প্রসাদ বিতরণের ব্যবস্থা করা হয়। আয়োজকরা প্রশাসনের সহযোগিতার জন্য ধন্যবাদ জানান।: [940, 686, 1218, 712]
- article-paragraph: পর্যবেক্ষকরা মনে করছেন, আগামী মাসগুলোতে এ সহযোগিতা আরও বিস্তৃত হতে পারে। এতে বিশ্ব রাজনীতিতে নতুন সমীকরণ তৈরি হবে।: [639, 1006, 916, 1032]
- article-paragraph: সভায় সভাপতিত্ব করেন সংগঠনের আহ্বায়ক এবং সঞ্চালনা করেন সদস্য সচিব। বিশেষ অতিথি হিসেবে উপস্থিত ছিলেন কেন্দ্রীয় নেতারা।: [338, 1818, 615, 1844]
- article-paragraph: আলোচনা সভা শেষে সাংস্কৃতিক অনুষ্ঠানের আয়োজন করা হয়। এতে স্থানীয় শিল্পীরা দেশাত্মবোধক গান পরিবেশন করেন।: [338, 241, 615, 267]
- divider: [338, 910, 615, 911]
- article-paragraph: সরকার কর্তৃপক্ষের সঙ্গে আলোচনা করে পরিস্থিতি স্বাভাবিক করার উদ্যোগ নেওয়া হয়েছে। বিভিন্ন পর্যায়ে আলোচনার ভিত্তিতে সিদ্ধান্ত গ্রহণ করা হবে।: [27, 1050, 314, 1075]
- article-paragraph: পূজা উপলক্ষে মন্দির প্রাঙ্গণে মেলার আয়োজন করা হয়। মেলায় নানা পণ্যের পসরা সাজিয়ে বসেন দোকানিরা।: [940, 652, 1218, 678]
- article-paragraph: বক্তারা বলেন, নতুন প্রজন্মের কাছে মুক্তিযুদ্ধের সঠিক ইতিহাস পৌঁছে দিতে হবে। এজন্য পাঠ্যপুস্তকে মুক্তিযুদ্ধের ইতিহাস অন্তর্ভুক্ত করার দাবি জানান তাঁরা।: [338, 193, 615, 233]
- article-paragraph: আলোচকরা সবাই একমত হয়ে বলেন, আইনের শাসন প্রতিষ্ঠা ছাড়া গণতন্ত্র টেকসই হয় না। রাজনৈতিক সমঝোতার ওপরও গুরুত্ব দেন তাঁরা।: [338, 1097, 615, 1123]
- article-headline: গোয়াইনঘাটে ইয়াহিয়া হত্যা মামলার আসামী গ্রেফতার: [952, 753, 1206, 808]
- article-paragraph: পশ্চিমা দেশগুলো এ বিষয়ে উদ্বেগ প্রকাশ করেছে। তারা বলছে, এটি আন্তর্জাতিক নিষেধাজ্ঞার সুস্পষ্ট লঙ্ঘন।: [639, 939, 916, 964]
- article-headline: স্বাধীনতার চেতনা বাস্তবায়নে: [378, 1397, 575, 1418]
- article-paragraph: আইনশৃঙ্খলা পরিস্থিতি স্বাভাবিক রাখতে সব বাহিনী একসঙ্গে কাজ করছে বলে উল্লেখ করেন তিনি। জনগণের সহযোগিতাও চেয়েছেন তিনি।: [338, 773, 615, 799]
- continuation-note: (১ম পাতার পর): [142, 1422, 199, 1432]
- article-paragraph: সংগঠনের পক্ষ থেকে মরহুমের বিদেহী আত্মার শান্তি কামনায় দোয়া মাহফিলের আয়োজন করা হয়েছে বলে জানানো হয়েছে।: [27, 965, 314, 989]
- article-paragraph: বিকেলে বিভিন্ন শিক্ষাপ্রতিষ্ঠানের অংশগ্রহণে একটি বর্ণাঢ্য র‍্যালি বের করা হয়। র‍্যালিতে বিপুল সংখ্যক মানুষ অংশ নেন।: [940, 1325, 1218, 1351]
- dateline: ডাক ডেস্ক :: [639, 822, 687, 834]
- article-paragraph: এছাড়া বছরে অন্তত একবার স্বাস্থ্য পরীক্ষা করানোর কথা বলেছেন চিকিৎসকরা। রোগ প্রাথমিক অবস্থায় শনাক্ত হলে চিকিৎসা সহজ হয়।: [27, 1543, 314, 1569]
- masthead-day: রোববার ● Sunday: [731, 38, 832, 52]
- continuation-note: (১ম পাতার পর): [142, 447, 199, 458]
- article-paragraph: বিশেষজ্ঞরা মনে করছেন, দীর্ঘমেয়াদি পরিকল্পনা ছাড়া এ ধরনের সমস্যার স্থায়ী সমাধান সম্ভব নয়।: [27, 1355, 314, 1380]
- dateline: ডাক ডেস্ক :: [639, 1107, 685, 1118]
- article-subheading: প্রবাসী কল্যাণমন্ত্রী আহ্বিদুল হক চৌধুরীর শোক: [27, 743, 208, 754]
- divider: [639, 1042, 916, 1044]
- article-paragraph: এ সিদ্ধান্তের ফলে আঞ্চলিক কূটনীতিতে নতুন মাত্রা যোগ হতে পারে বলে মনে করছেন বিশ্লেষকরা। কয়েকটি দেশ ইতোমধ্যে সমর্থন জানিয়েছে।: [639, 309, 916, 335]
- article-paragraph: সভায় সিদ্ধান্ত হয়, আগামী মাসের প্রথম সপ্তাহে সম্মেলন অনুষ্ঠিত হবে। এজন্য একটি প্রস্তুতি কমিটি গঠন করা হয়েছে।: [338, 1717, 615, 1742]
- article-headline: র‍্যাব মহাপরিচালকের: [404, 628, 549, 648]
- article-paragraph: ইরানের পক্ষ থেকে এ বক্তব্যের তীব্র প্রতিবাদ জানানো হয়েছে। তেহরান বলছে, এ ধরনের মন্তব্য দায়িত্বজ্ঞানহীন।: [639, 620, 916, 646]
- article-machudigheer: [639, 1382, 916, 1623]
- article-paragraph: সভায় সভাপতিত্ব করেন সংগঠনের সভাপতি এবং বক্তব্য রাখেন আইনজীবী, শিক্ষক ও সাংবাদিকসহ বিভিন্ন শ্রেণির প্রতিনিধিরা।: [338, 1063, 615, 1089]
- article-paragraph: শেষে মুক্তিযুদ্ধে শহীদদের স্মৃতির উদ্দেশে এক মিনিট নীরবতা পালন করা হয় এবং তাঁদের আত্মার শান্তি কামনায় বিশেষ মোনাজাত করা হয়।: [338, 275, 615, 300]
- article-shahed: [639, 767, 916, 1034]
- article-body-mind: [27, 1398, 314, 1571]
- article-paragraph: শোকসন্তপ্ত পরিবারের প্রতি সমবেদনা জ্ঞাপন করেছেন স্থানীয় জনপ্রতিনিধিরা।: [639, 1595, 916, 1621]
- article-paragraph: মন্ত্রী আরও বলেন, মুক্তিযুদ্ধে প্রবাসীদের অবদান জাতি চিরকাল শ্রদ্ধার সঙ্গে স্মরণ করবে। দেশের অর্থনীতিতে প্রবাসীদের ভূমিকা অপরিসীম।: [27, 851, 314, 875]
- article-paragraph: নেতারা বলেন, তৃণমূল পর্যায়ে সংগঠনকে আরও শক্তিশালী করতে হবে। দলের আদর্শ ছড়িয়ে দিতে হবে সবার মাঝে।: [338, 1751, 615, 1776]
- online-label: অনলাইন:: [1182, 357, 1218, 368]
- article-paragraph: সিদ্ধ করার অভিযোগে অভিযুক্তদের দুই জনকে আটক করেছে পুলিশ। ঘটনাস্থল থেকে আলামত সংগ্রহ করা হয়েছে বলে জানিয়েছে পুলিশ।: [338, 414, 615, 440]
- article-paragraph: মো. আহসান হাবীব নামে তিন বিষয়টিসহ কয়েক বিষয়ের সাপেক্ষে এ বছরই মিলিত হয়ে। আরও পরিচয় প্রকাশে অনিচ্ছুক একাধিক কর্মকর্তা জানান, তদন্ত চলমান রয়েছে।: [338, 841, 615, 881]
- article-paragraph: বিবৃতিতে তিনি বলেন, মরহুম ছিলেন একজন আদর্শ শিক্ষক ও সমাজসেবক। তাঁর কর্মময় জীবন আমাদের জন্য অনুপ্রেরণা হয়ে থাকবে।: [27, 933, 314, 957]
- article-paragraph: প্রধানমন্ত্রী আনোয়ার ইব্রাহিম বলেছেন, ফিলিস্তিনি জনগণের প্রতি সংহতি জানিয়ে এ সিদ্ধান্ত নেওয়া হয়েছে। এটি একটি নীতিগত অবস্থান।: [639, 193, 916, 219]
- divider: [27, 1578, 314, 1579]
- article-paragraph: গত বৃহস্পতিবার থেকে শুরু হওয়া এই পূজা শেষ হয় রোববার। পাঁচ দিনব্যাপী অনুষ্ঠানে ভক্তদের উপস্থিতি ছিল চোখে পড়ার মতো।: [940, 584, 1218, 610]
- article-paragraph: প্রত্যক্ষদর্শীরা জানান, সকালে ডোবার পাশে কিছু কাপড় পড়ে থাকতে দেখে স্থানীয়দের সন্দেহ হয়। পরে খোঁজ করতে গিয়ে মরদেহ দেখতে পান তাঁরা।: [27, 1698, 314, 1723]
- continuation-note: (শেষ পাতার পর): [446, 1165, 507, 1175]
- column-grid: [25, 86, 1531, 1919]
- article-paragraph: পারিবারিক সূত্র জানায়, গত সপ্তাহে একটি মোটরসাইকেলের সঙ্গে সংঘর্ষে তিনি গুরুতর আহত হন। পরে হাসপাতালে ভর্তি করা হয়।: [639, 1460, 916, 1485]
- article-paragraph: তাঁর মৃত্যুতে এলাকায় শোকের ছায়া নেমে এসেছে। বিভিন্ন সামাজিক সংগঠন শোক প্রকাশ করেছে।: [639, 1562, 916, 1587]
- article-paragraph: ঘটনায় দায়ের করা মামলার প্রধান আসামিকে (৩২) গ্রেফতার করেছে পুলিশ। তাকে আদালতের মাধ্যমে কারাগারে পাঠানো হয়েছে।: [338, 1184, 615, 1209]
- article-subheading: বাংলাদেশী সামাজ ইউনিটের শোক: [27, 883, 160, 895]
- article-paragraph: মুক্ত করতে নিয়ম অনুযায়ী প্রয়োজনীয় ব্যবস্থা নেওয়া হয়েছে। জেলা প্রশাসনের পক্ষ থেকে বিষয়টি নিয়ে তদারকি চলছে।: [27, 1238, 314, 1264]
- article-paragraph: হবিগঞ্জ প্রতিনিধি : হবিগঞ্জ জেলার চুনারুঘাট উপজেলার ২৭৭ ওয়ার্ডে বড়াইল গ্রামের শ্রীশ্রী মদনমোহন জিউর আখড়ায় ঐতিহ্যবাহী বাসন্তী পূজা অনুষ্ঠিত হয়েছে।: [940, 536, 1218, 576]
- article-paragraph: মালয়েশিয়া দীর্ঘদিন ধরে ইসরাইলকে রাষ্ট্র হিসেবে স্বীকৃতি দেয়নি। দেশটির পাসপোর্টে ইসরাইল ভ্রমণ নিষিদ্ধ বলে উল্লেখ রয়েছে।: [639, 227, 916, 253]
- column-2: [326, 86, 628, 1919]
- article-paragraph: সভা শেষে নেতাকর্মীদের মধ্যে মিষ্টি বিতরণ করা হয় এবং একটি র‍্যালি বের করা হয়।: [338, 1887, 615, 1912]
- article-paragraph: এরপর সেখানে বক্তব্য দেন প্রধান অতিথি খালেদা জিয়া। তিনি বলেন, 'আমরা প্রতিশ্রুতি দিচ্ছি ও আমাদের এগিয়ে আসতে হবে। বাংলাদেশকে আমরা সামনে এগিয়ে নিতে চাই। বাংলাদেশ নিজেই সেই দলকে ভোট দিয়ে হাল ধরতে হবে।': [27, 284, 314, 324]
- article-gourab: [338, 86, 615, 355]
- article-paragraph: আন্তর্জাতিক সংস্থাগুলো দ্রুত সংকট নিরসনে কূটনৈতিক উদ্যোগ নেওয়ার আহ্বান জানিয়েছে।: [639, 1339, 916, 1365]
- article-paragraph: সভার শুরুতে পবিত্র কোরআন থেকে তেলাওয়াত করা হয়। পরে সংগঠনের প্রয়াত নেতাদের স্মরণে নীরবতা পালন করা হয়।: [338, 1853, 615, 1878]
